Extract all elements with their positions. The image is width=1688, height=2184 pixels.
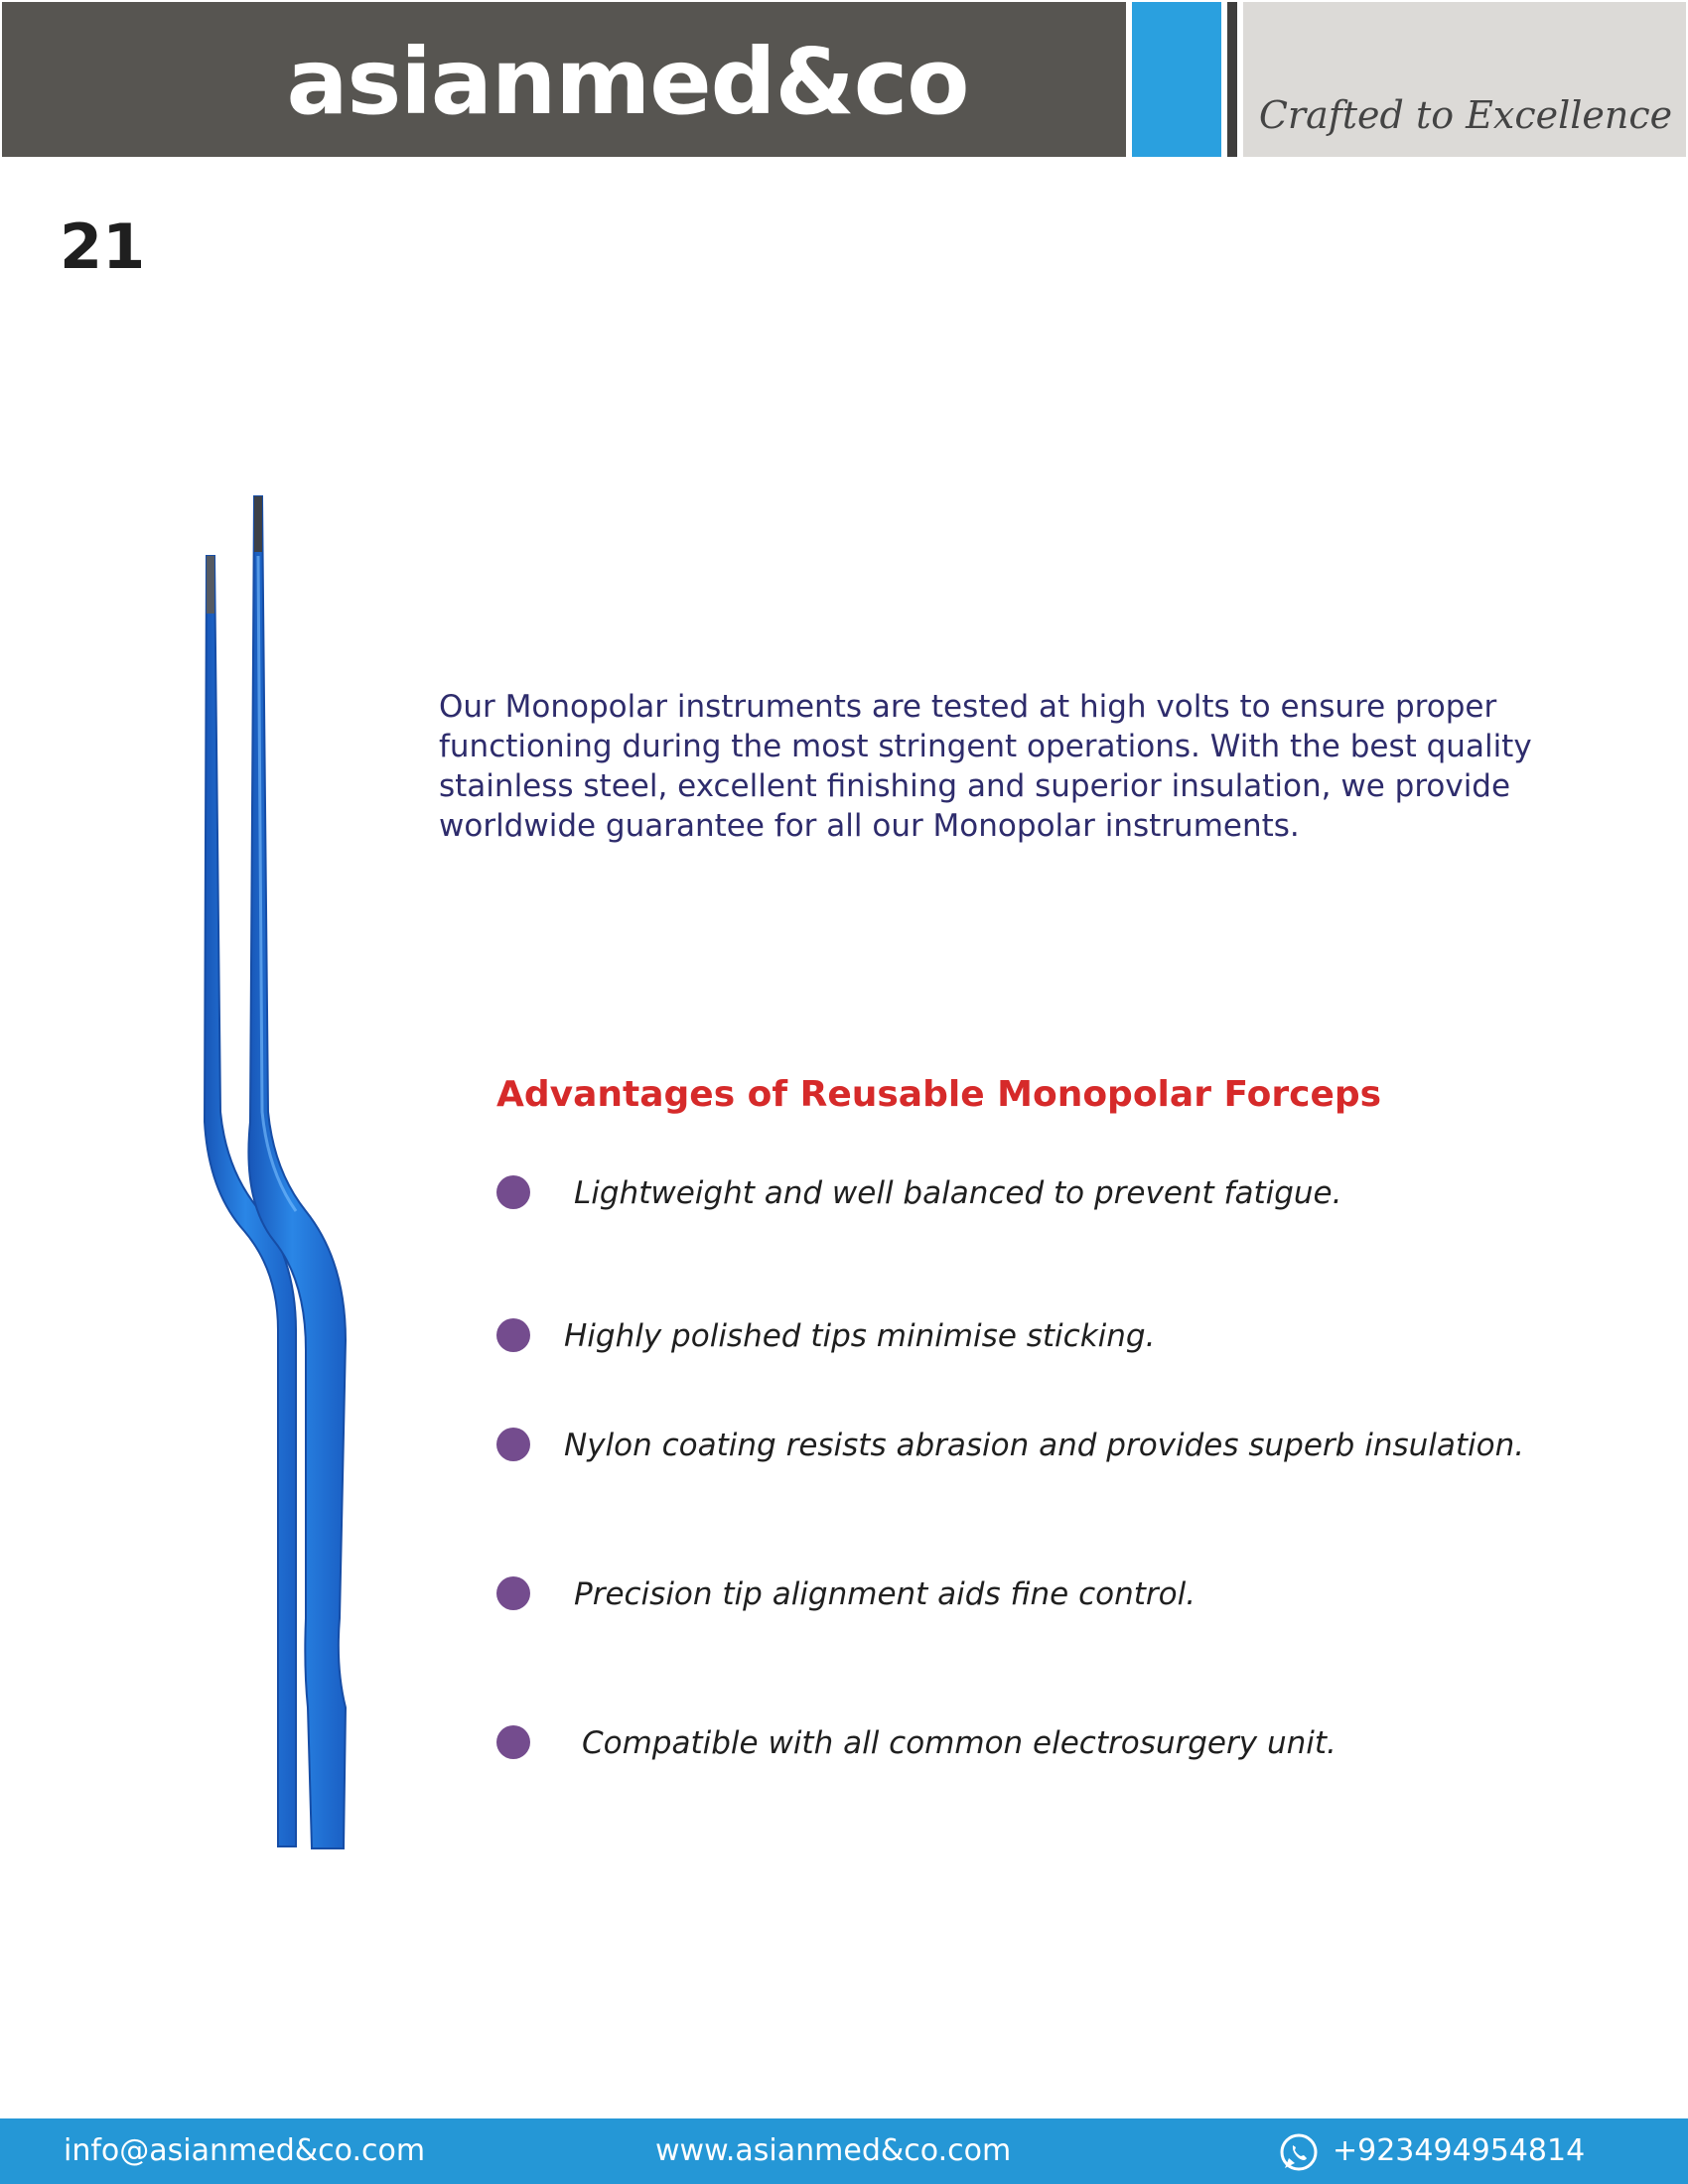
page-number: 21 <box>60 210 146 283</box>
advantage-item <box>496 1314 1638 1358</box>
brand-tagline: Crafted to Excellence <box>1258 93 1673 137</box>
bullet-icon <box>496 1428 530 1461</box>
advantage-item <box>496 1572 1638 1616</box>
advantage-text: Nylon coating resists abrasion and provides superb insulation. <box>564 1428 1525 1463</box>
bullet-icon <box>496 1318 530 1352</box>
advantage-item <box>496 1171 1638 1215</box>
bullet-icon <box>496 1725 530 1759</box>
advantages-heading: Advantages of Reusable Monopolar Forceps <box>496 1074 1382 1115</box>
product-description: Our Monopolar instruments are tested at high volts to ensure proper functioning during the most stringent operations. With the best quality stainless steel, excellent finishing and superior insulation, we provide worldwide guarantee for all our Monopolar instruments. <box>439 689 1532 844</box>
monopolar-forceps-image <box>179 477 417 1866</box>
header-accent-dark <box>1227 2 1237 157</box>
footer-phone[interactable]: +923494954814 <box>1333 2133 1586 2168</box>
footer-bar <box>0 2118 1688 2184</box>
advantage-text: Compatible with all common electrosurgery unit. <box>582 1725 1336 1761</box>
advantage-item <box>496 1424 1638 1467</box>
forceps-front-arm <box>248 496 346 1848</box>
header-accent-blue <box>1132 2 1221 157</box>
advantage-text: Precision tip alignment aids fine control. <box>574 1576 1196 1612</box>
advantage-text: Highly polished tips minimise sticking. <box>564 1318 1156 1354</box>
whatsapp-icon <box>1279 2132 1319 2172</box>
footer-website[interactable]: www.asianmed&co.com <box>655 2133 1012 2168</box>
forceps-front-tip <box>254 496 262 552</box>
bullet-icon <box>496 1576 530 1610</box>
bullet-icon <box>496 1175 530 1209</box>
advantage-text: Lightweight and well balanced to prevent fatigue. <box>574 1175 1342 1211</box>
footer-email[interactable]: info@asianmed&co.com <box>64 2133 426 2168</box>
header-banner <box>0 0 1688 159</box>
advantage-item <box>496 1721 1638 1765</box>
brand-logo: asianmed&co <box>286 28 969 135</box>
forceps-back-tip <box>207 556 214 614</box>
